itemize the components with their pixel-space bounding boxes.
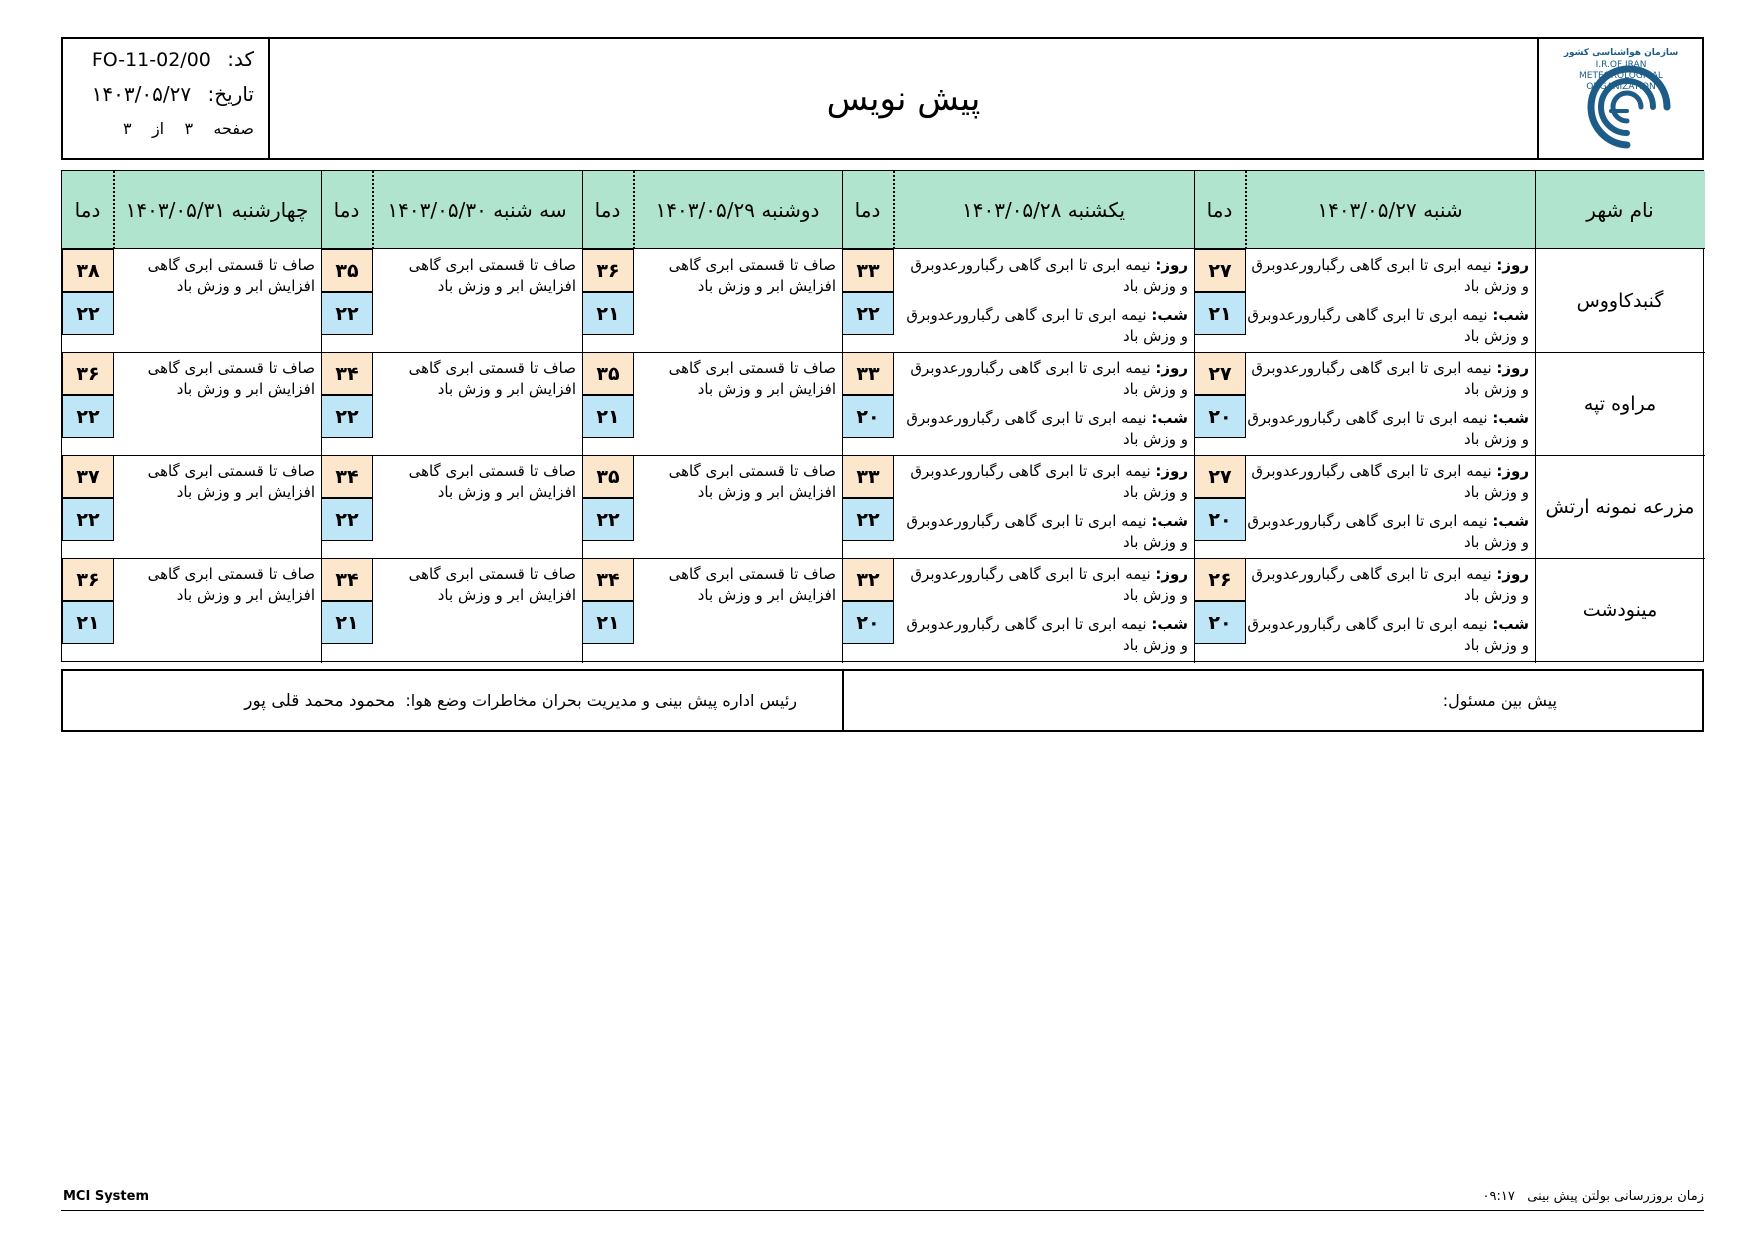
page-row xyxy=(123,119,254,138)
day-4-forecast: صاف تا قسمتی ابری گاهی افزایش ابر و وزش باد xyxy=(408,256,576,295)
day-5-forecast: صاف تا قسمتی ابری گاهی افزایش ابر و وزش باد xyxy=(147,359,315,398)
day-4-header xyxy=(321,171,582,249)
page-of: از xyxy=(151,119,165,138)
day-2-label: یکشنبه ۱۴۰۳/۰۵/۲۸ xyxy=(961,197,1126,222)
day-5-max-temp: ۳۷ xyxy=(62,455,114,498)
day-3-max-temp: ۳۴ xyxy=(582,558,634,601)
day-2-day-forecast: روز: نیمه ابری تا ابری گاهی رگبارورعدوبرق و وزش باد xyxy=(910,256,1188,295)
day-5-min-temp: ۲۲ xyxy=(62,395,114,438)
day-1-max-temp: ۲۶ xyxy=(1194,558,1246,601)
day-1-night-forecast: شب: نیمه ابری تا ابری گاهی رگبارورعدوبرق و وزش باد xyxy=(1247,615,1529,654)
day-2-max-temp: ۳۲ xyxy=(842,558,894,601)
day-prefix: روز: xyxy=(1155,256,1188,274)
day-5-min-temp: ۲۲ xyxy=(62,292,114,335)
bottom-rule xyxy=(61,1210,1704,1211)
day-2-night-forecast: شب: نیمه ابری تا ابری گاهی رگبارورعدوبرق و وزش باد xyxy=(906,409,1188,448)
header-dotted-divider xyxy=(113,171,115,249)
update-time-value: ۰۹:۱۷ xyxy=(1482,1189,1515,1204)
day-2-day-forecast: روز: نیمه ابری تا ابری گاهی رگبارورعدوبرق و وزش باد xyxy=(910,565,1188,604)
day-3-min-temp: ۲۱ xyxy=(582,292,634,335)
day-1-temp-header: دما xyxy=(1206,197,1233,222)
footer-divider xyxy=(842,671,844,730)
spiral-logo-icon xyxy=(1539,39,1700,158)
night-prefix: شب: xyxy=(1151,409,1188,427)
document-meta xyxy=(63,39,270,158)
day-1-min-temp: ۲۰ xyxy=(1194,395,1246,438)
day-5-temp-header: دما xyxy=(74,197,101,222)
day-3-forecast: صاف تا قسمتی ابری گاهی افزایش ابر و وزش باد xyxy=(668,565,836,604)
day-3-forecast: صاف تا قسمتی ابری گاهی افزایش ابر و وزش باد xyxy=(668,359,836,398)
date-value: ۱۴۰۳/۰۵/۲۷ xyxy=(91,82,192,106)
day-2-temp-header: دما xyxy=(854,197,881,222)
signature-footer xyxy=(61,669,1704,732)
city-column-header: نام شهر xyxy=(1535,171,1705,249)
org-name-en-1: I.R.OF IRAN xyxy=(1595,60,1647,70)
day-5-min-temp: ۲۲ xyxy=(62,498,114,541)
day-1-max-temp: ۲۷ xyxy=(1194,455,1246,498)
day-3-forecast: صاف تا قسمتی ابری گاهی افزایش ابر و وزش باد xyxy=(668,462,836,501)
day-4-forecast: صاف تا قسمتی ابری گاهی افزایش ابر و وزش باد xyxy=(408,462,576,501)
day-prefix: روز: xyxy=(1155,462,1188,480)
day-3-max-temp: ۳۶ xyxy=(582,249,634,292)
update-time-label: زمان بروزرسانی بولتن پیش بینی xyxy=(1527,1189,1704,1204)
day-1-day-forecast: روز: نیمه ابری تا ابری گاهی رگبارورعدوبرق و وزش باد xyxy=(1251,565,1529,604)
day-5-max-temp: ۳۶ xyxy=(62,352,114,395)
date-label: تاریخ: xyxy=(207,82,254,106)
header-dotted-divider xyxy=(1245,171,1247,249)
header-dotted-divider xyxy=(893,171,895,249)
day-3-label: دوشنبه ۱۴۰۳/۰۵/۲۹ xyxy=(655,197,820,222)
night-prefix: شب: xyxy=(1492,306,1529,324)
code-row xyxy=(92,47,254,71)
day-prefix: روز: xyxy=(1496,565,1529,583)
day-4-min-temp: ۲۱ xyxy=(321,601,373,644)
night-prefix: شب: xyxy=(1151,512,1188,530)
day-3-min-temp: ۲۱ xyxy=(582,601,634,644)
org-name-fa: سازمان هواشناسی کشور xyxy=(1563,48,1679,58)
day-1-min-temp: ۲۱ xyxy=(1194,292,1246,335)
day-2-max-temp: ۳۳ xyxy=(842,352,894,395)
day-3-forecast: صاف تا قسمتی ابری گاهی افزایش ابر و وزش باد xyxy=(668,256,836,295)
date-row xyxy=(92,82,254,106)
city-name: مراوه تپه xyxy=(1583,392,1657,415)
day-1-label: شنبه ۱۴۰۳/۰۵/۲۷ xyxy=(1317,197,1463,222)
day-2-min-temp: ۲۲ xyxy=(842,498,894,541)
day-4-max-temp: ۳۴ xyxy=(321,352,373,395)
day-4-label: سه شنبه ۱۴۰۳/۰۵/۳۰ xyxy=(387,197,567,222)
header-dotted-divider xyxy=(372,171,374,249)
night-prefix: شب: xyxy=(1492,512,1529,530)
day-5-forecast: صاف تا قسمتی ابری گاهی افزایش ابر و وزش باد xyxy=(147,256,315,295)
night-prefix: شب: xyxy=(1151,306,1188,324)
day-4-temp-header: دما xyxy=(333,197,360,222)
department-head-name: محمود محمد قلی پور xyxy=(244,690,396,711)
day-prefix: روز: xyxy=(1155,359,1188,377)
document-header xyxy=(61,37,1704,160)
page-num: ۳ xyxy=(184,119,194,138)
day-prefix: روز: xyxy=(1155,565,1188,583)
day-1-night-forecast: شب: نیمه ابری تا ابری گاهی رگبارورعدوبرق و وزش باد xyxy=(1247,409,1529,448)
day-5-max-temp: ۳۶ xyxy=(62,558,114,601)
day-4-forecast: صاف تا قسمتی ابری گاهی افزایش ابر و وزش باد xyxy=(408,565,576,604)
day-4-min-temp: ۲۲ xyxy=(321,292,373,335)
day-5-header xyxy=(62,171,321,249)
day-2-min-temp: ۲۰ xyxy=(842,395,894,438)
org-name-en-2: METEOROLOGICAL xyxy=(1579,71,1663,81)
day-1-day-forecast: روز: نیمه ابری تا ابری گاهی رگبارورعدوبرق و وزش باد xyxy=(1251,462,1529,501)
day-2-min-temp: ۲۰ xyxy=(842,601,894,644)
day-3-min-temp: ۲۲ xyxy=(582,498,634,541)
day-5-forecast: صاف تا قسمتی ابری گاهی افزایش ابر و وزش باد xyxy=(147,565,315,604)
day-4-max-temp: ۳۵ xyxy=(321,249,373,292)
city-name: مزرعه نمونه ارتش xyxy=(1545,495,1695,518)
day-2-max-temp: ۳۳ xyxy=(842,249,894,292)
update-time xyxy=(1460,1189,1704,1204)
forecast-table xyxy=(61,170,1704,662)
day-prefix: روز: xyxy=(1496,359,1529,377)
day-5-label: چهارشنبه ۱۴۰۳/۰۵/۳۱ xyxy=(125,197,309,222)
day-2-max-temp: ۳۳ xyxy=(842,455,894,498)
day-3-max-temp: ۳۵ xyxy=(582,455,634,498)
org-name-en-3: ORGANIZATION xyxy=(1586,82,1656,92)
night-prefix: شب: xyxy=(1151,615,1188,633)
day-2-night-forecast: شب: نیمه ابری تا ابری گاهی رگبارورعدوبرق و وزش باد xyxy=(906,512,1188,551)
department-head xyxy=(244,671,797,730)
city-name: مینودشت xyxy=(1582,598,1658,621)
day-5-max-temp: ۳۸ xyxy=(62,249,114,292)
day-3-min-temp: ۲۱ xyxy=(582,395,634,438)
day-prefix: روز: xyxy=(1496,256,1529,274)
organization-logo xyxy=(1537,39,1702,158)
day-5-forecast: صاف تا قسمتی ابری گاهی افزایش ابر و وزش باد xyxy=(147,462,315,501)
day-5-min-temp: ۲۱ xyxy=(62,601,114,644)
night-prefix: شب: xyxy=(1492,615,1529,633)
page-label: صفحه xyxy=(213,119,254,138)
forecaster-label: پیش بین مسئول: xyxy=(1442,691,1557,710)
night-prefix: شب: xyxy=(1492,409,1529,427)
day-1-max-temp: ۲۷ xyxy=(1194,352,1246,395)
day-4-forecast: صاف تا قسمتی ابری گاهی افزایش ابر و وزش باد xyxy=(408,359,576,398)
department-head-label: رئیس اداره پیش بینی و مدیریت بحران مخاطرات وضع هوا: xyxy=(405,691,797,710)
day-1-night-forecast: شب: نیمه ابری تا ابری گاهی رگبارورعدوبرق و وزش باد xyxy=(1247,306,1529,345)
code-label: کد: xyxy=(227,47,254,71)
day-3-temp-header: دما xyxy=(594,197,621,222)
day-1-max-temp: ۲۷ xyxy=(1194,249,1246,292)
code-value: FO-11-02/00 xyxy=(91,49,211,71)
day-4-max-temp: ۳۴ xyxy=(321,558,373,601)
day-2-night-forecast: شب: نیمه ابری تا ابری گاهی رگبارورعدوبرق و وزش باد xyxy=(906,615,1188,654)
day-3-header xyxy=(582,171,842,249)
day-1-min-temp: ۲۰ xyxy=(1194,601,1246,644)
city-name: گنبدکاووس xyxy=(1576,289,1664,312)
day-1-day-forecast: روز: نیمه ابری تا ابری گاهی رگبارورعدوبرق و وزش باد xyxy=(1251,359,1529,398)
day-1-night-forecast: شب: نیمه ابری تا ابری گاهی رگبارورعدوبرق و وزش باد xyxy=(1247,512,1529,551)
page-title: پیش نویس xyxy=(826,78,981,119)
day-1-min-temp: ۲۰ xyxy=(1194,498,1246,541)
day-3-max-temp: ۳۵ xyxy=(582,352,634,395)
day-prefix: روز: xyxy=(1496,462,1529,480)
day-4-min-temp: ۲۲ xyxy=(321,395,373,438)
header-dotted-divider xyxy=(633,171,635,249)
day-2-night-forecast: شب: نیمه ابری تا ابری گاهی رگبارورعدوبرق و وزش باد xyxy=(906,306,1188,345)
day-1-day-forecast: روز: نیمه ابری تا ابری گاهی رگبارورعدوبرق و وزش باد xyxy=(1251,256,1529,295)
day-4-max-temp: ۳۴ xyxy=(321,455,373,498)
day-2-day-forecast: روز: نیمه ابری تا ابری گاهی رگبارورعدوبرق و وزش باد xyxy=(910,359,1188,398)
day-4-min-temp: ۲۲ xyxy=(321,498,373,541)
day-2-day-forecast: روز: نیمه ابری تا ابری گاهی رگبارورعدوبرق و وزش باد xyxy=(910,462,1188,501)
page-total: ۳ xyxy=(123,119,132,138)
day-2-min-temp: ۲۲ xyxy=(842,292,894,335)
system-name: MCI System xyxy=(63,1189,149,1204)
